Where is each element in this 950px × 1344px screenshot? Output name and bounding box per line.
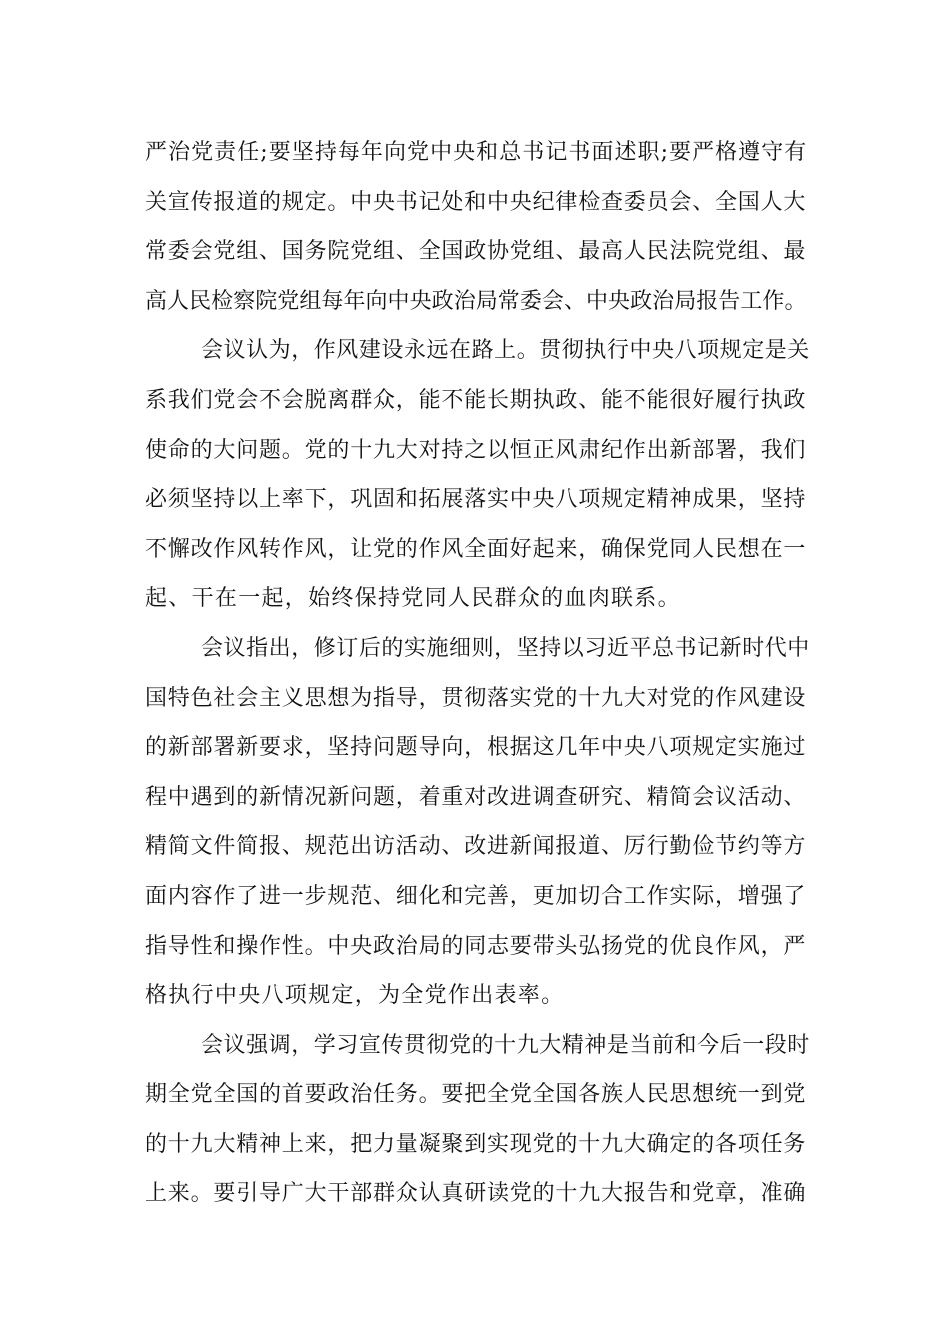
- text-line: 系我们党会不会脱离群众，能不能长期执政、能不能很好履行执政: [145, 387, 807, 413]
- text-line: 使命的大问题。党的十九大对持之以恒正风肃纪作出新部署，我们: [145, 437, 807, 463]
- text-line: 会议强调，学习宣传贯彻党的十九大精神是当前和今后一段时: [201, 1032, 810, 1058]
- text-line: 指导性和操作性。中央政治局的同志要带头弘扬党的优良作风，严: [145, 933, 807, 959]
- text-line: 不懈改作风转作风，让党的作风全面好起来，确保党同人民想在一: [145, 536, 807, 562]
- text-line: 的十九大精神上来，把力量凝聚到实现党的十九大确定的各项任务: [145, 1131, 807, 1157]
- text-line: 精简文件简报、规范出访活动、改进新闻报道、厉行勤俭节约等方: [145, 834, 807, 860]
- text-line: 面内容作了进一步规范、细化和完善，更加切合工作实际，增强了: [145, 883, 807, 909]
- text-line: 期全党全国的首要政治任务。要把全党全国各族人民思想统一到党: [145, 1082, 807, 1108]
- text-line: 会议认为，作风建设永远在路上。贯彻执行中央八项规定是关: [201, 338, 810, 364]
- text-line: 关宣传报道的规定。中央书记处和中央纪律检查委员会、全国人大: [145, 189, 807, 215]
- text-line: 国特色社会主义思想为指导，贯彻落实党的十九大对党的作风建设: [145, 685, 807, 711]
- text-line: 上来。要引导广大干部群众认真研读党的十九大报告和党章，准确: [145, 1181, 807, 1207]
- body-text: [145, 128, 810, 1219]
- text-line: 起、干在一起，始终保持党同人民群众的血肉联系。: [145, 586, 681, 612]
- text-line: 格执行中央八项规定，为全党作出表率。: [145, 983, 565, 1009]
- text-line: 的新部署新要求，坚持问题导向，根据这几年中央八项规定实施过: [145, 735, 807, 761]
- text-line: 常委会党组、国务院党组、全国政协党组、最高人民法院党组、最: [145, 239, 807, 265]
- text-line: 会议指出，修订后的实施细则，坚持以习近平总书记新时代中: [201, 635, 810, 661]
- text-line: 严治党责任;要坚持每年向党中央和总书记书面述职;要严格遵守有: [145, 140, 808, 165]
- text-line: 程中遇到的新情况新问题，着重对改进调查研究、精简会议活动、: [145, 784, 807, 810]
- text-line: 必须坚持以上率下，巩固和拓展落实中央八项规定精神成果，坚持: [145, 487, 807, 513]
- text-line: 高人民检察院党组每年向中央政治局常委会、中央政治局报告工作。: [145, 288, 807, 314]
